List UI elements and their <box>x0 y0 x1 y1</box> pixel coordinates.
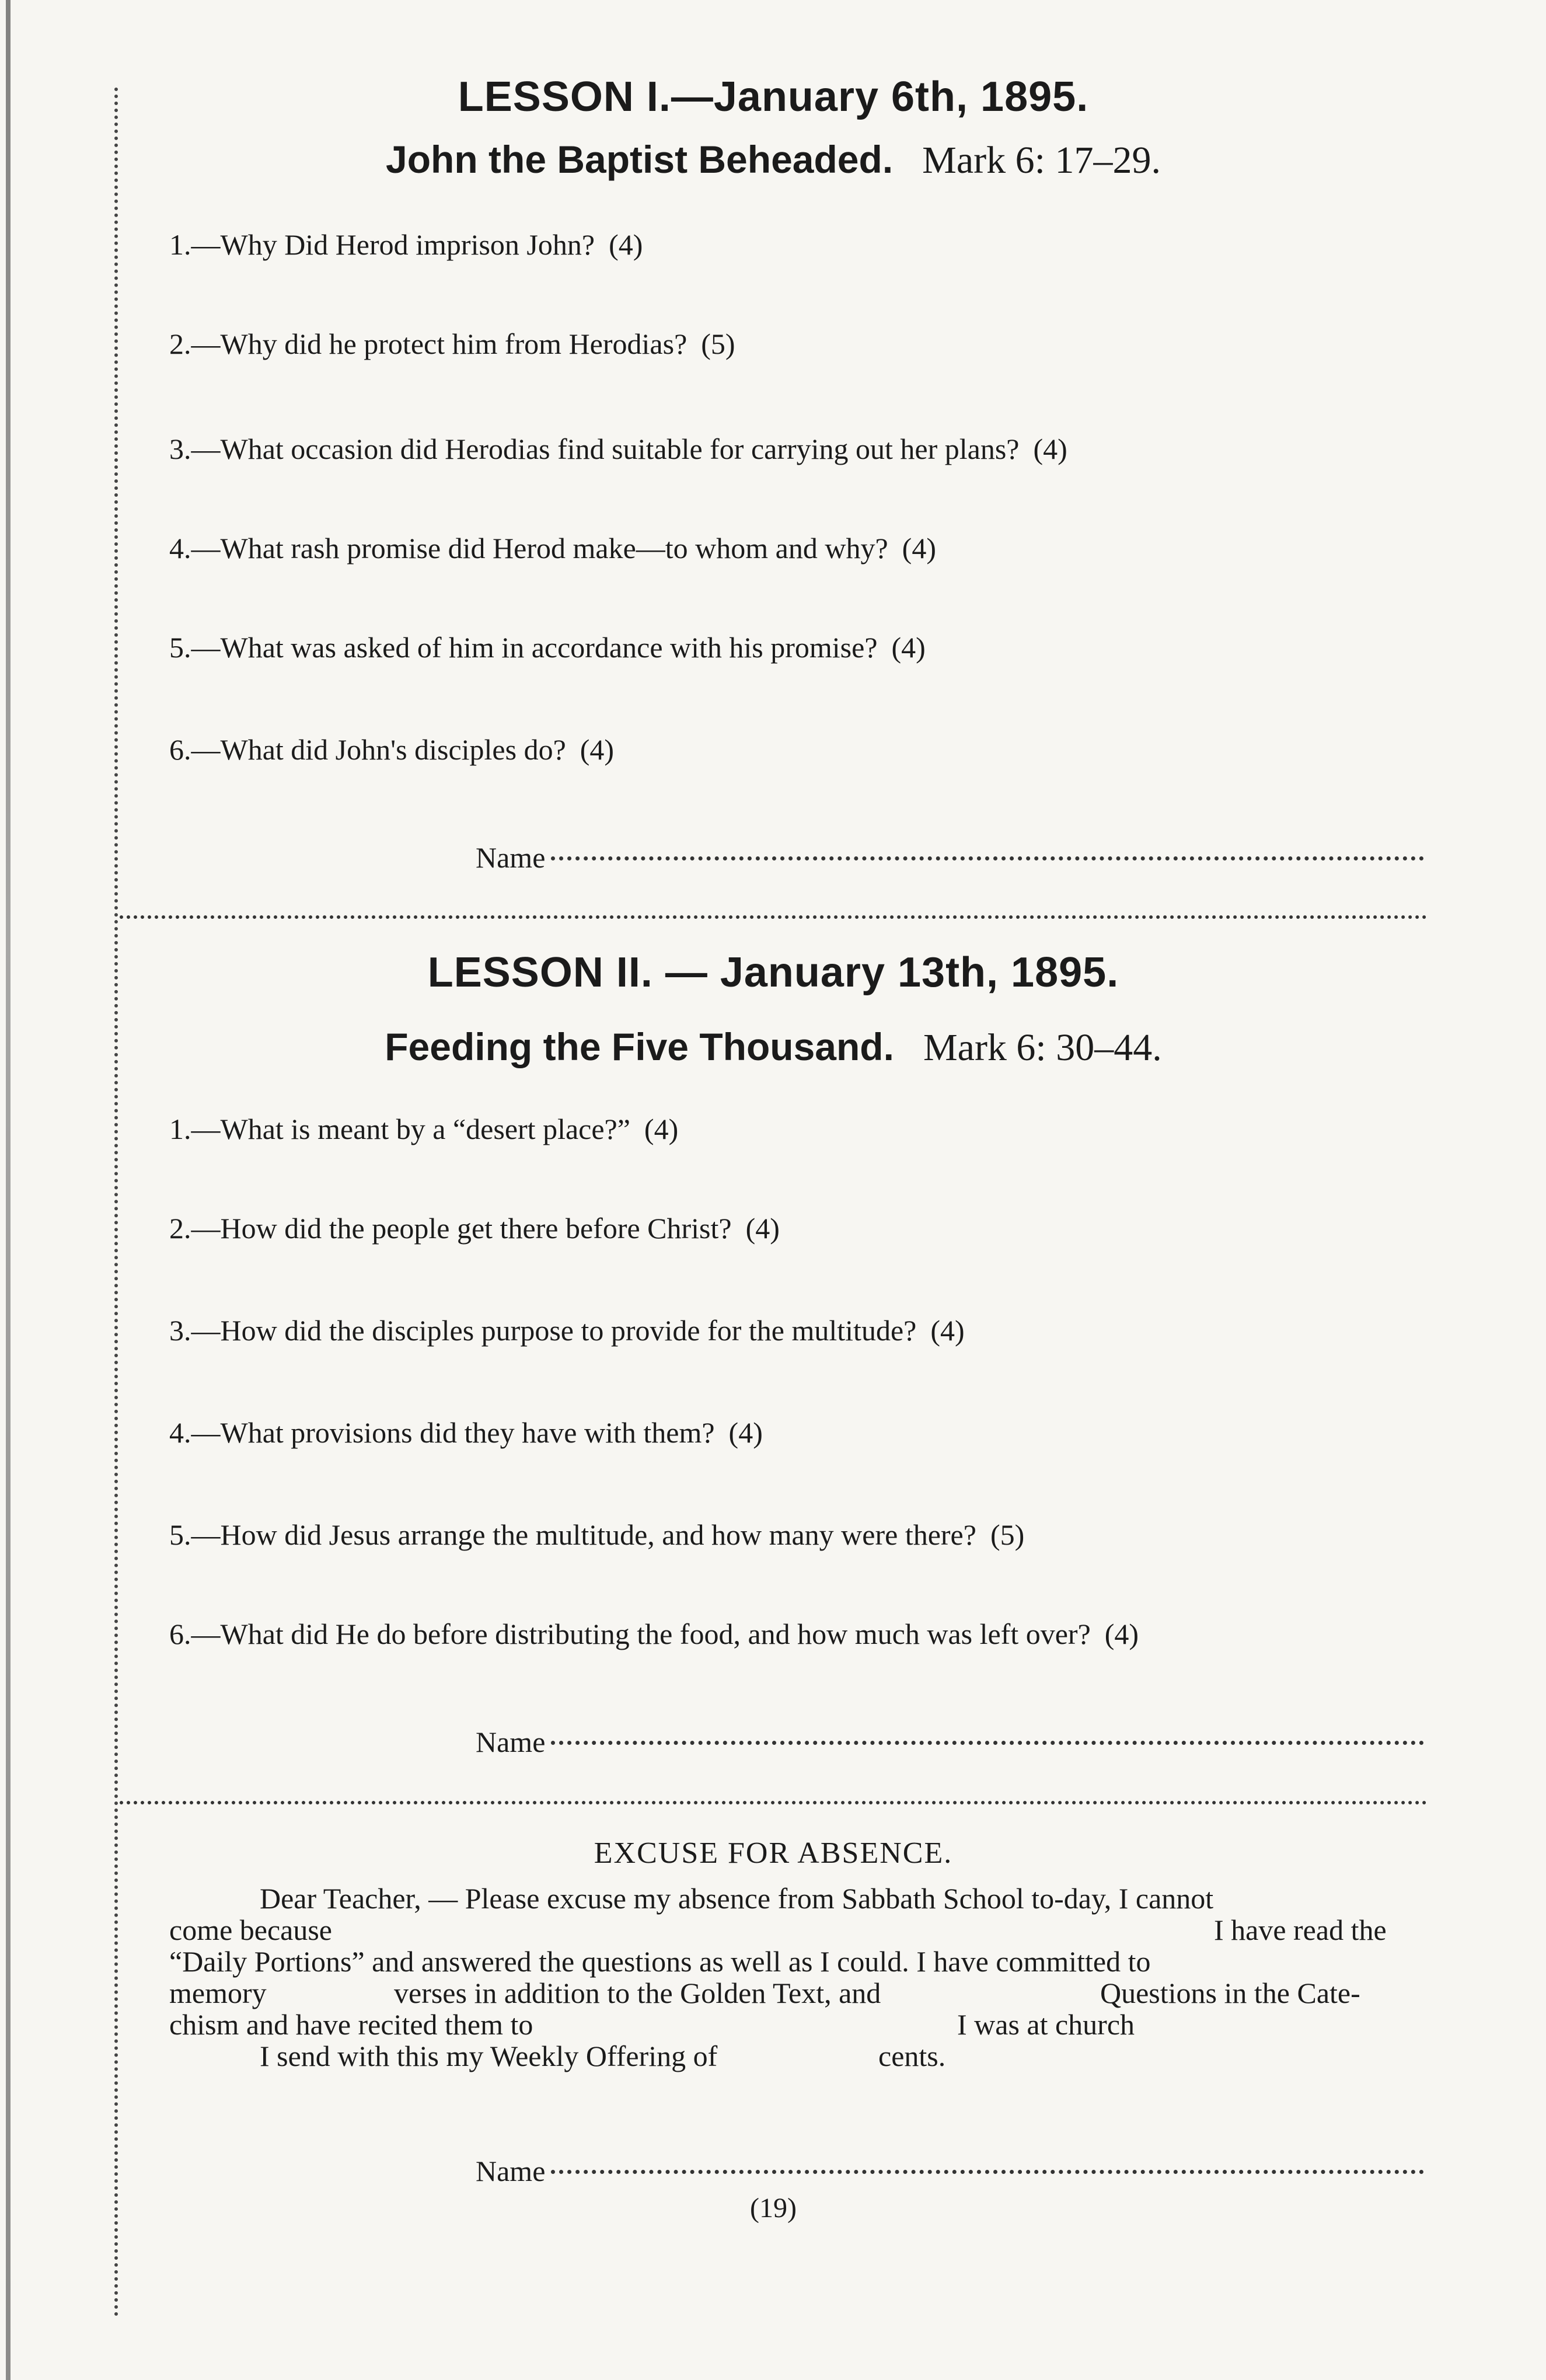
question-points: (5) <box>990 1518 1025 1551</box>
question-number: 5.— <box>169 631 221 664</box>
lesson2-name-line[interactable] <box>476 1725 1424 1759</box>
question-points: (4) <box>1104 1618 1139 1650</box>
name-label: Name <box>476 1726 546 1758</box>
excuse-text: I send with this my Weekly Offering of <box>260 2040 718 2072</box>
question-text: How did the disciples purpose to provide for the multitude? <box>220 1314 917 1347</box>
excuse-line <box>169 2009 1424 2040</box>
excuse-text: Questions in the Cate- <box>1100 1977 1360 2009</box>
question-text: What provisions did they have with them? <box>220 1416 715 1449</box>
lesson1-question-1 <box>169 228 643 262</box>
page-number: (19) <box>750 2193 797 2224</box>
question-points: (4) <box>902 532 936 564</box>
question-text: How did the people get there before Christ? <box>220 1212 732 1245</box>
question-number: 2.— <box>169 327 221 360</box>
lesson2-subheading <box>120 1025 1427 1070</box>
lesson1-name-line[interactable] <box>476 841 1424 874</box>
perforation-line <box>114 88 120 2318</box>
lesson2-reference: Mark 6: 30–44. <box>923 1026 1162 1069</box>
excuse-text: come because <box>169 1914 333 1946</box>
question-points: (4) <box>745 1212 780 1245</box>
question-number: 1.— <box>169 228 221 261</box>
lesson1-subheading <box>120 137 1427 183</box>
section-divider <box>120 915 1427 919</box>
question-text: Why did he protect him from Herodias? <box>220 327 688 360</box>
excuse-title: EXCUSE FOR ABSENCE. <box>594 1837 953 1870</box>
question-points: (4) <box>728 1416 763 1449</box>
excuse-text: cents. <box>878 2040 946 2072</box>
lesson2-question-2 <box>169 1211 780 1245</box>
lesson1-title: John the Baptist Beheaded. <box>386 138 894 181</box>
excuse-name-line[interactable] <box>476 2154 1424 2188</box>
excuse-line <box>169 1914 1424 1946</box>
lesson1-question-2 <box>169 327 735 361</box>
question-points: (4) <box>644 1113 679 1145</box>
excuse-line <box>169 1946 1424 1977</box>
question-text: What rash promise did Herod make—to whom and why? <box>220 532 888 564</box>
name-label: Name <box>476 841 546 874</box>
lesson1-question-4 <box>169 531 936 565</box>
name-dotted-field[interactable] <box>551 2170 1424 2174</box>
lesson1-question-6 <box>169 733 614 766</box>
question-number: 6.— <box>169 1618 221 1650</box>
question-number: 4.— <box>169 1416 221 1449</box>
excuse-text: “Daily Portions” and answered the questions as well as I could. I have committed to <box>169 1945 1151 1978</box>
lesson2-question-5 <box>169 1518 1024 1552</box>
question-text: How did Jesus arrange the multitude, and how many were there? <box>220 1518 976 1551</box>
excuse-paragraph <box>169 1883 1424 2072</box>
question-text: What did He do before distributing the food, and how much was left over? <box>220 1618 1091 1650</box>
question-points: (4) <box>930 1314 965 1347</box>
question-text: Why Did Herod imprison John? <box>220 228 595 261</box>
question-points: (4) <box>891 631 926 664</box>
question-number: 4.— <box>169 532 221 564</box>
excuse-line <box>169 1883 1424 1914</box>
name-dotted-field[interactable] <box>551 1741 1424 1745</box>
question-points: (4) <box>580 733 615 766</box>
lesson1-question-3 <box>169 432 1067 466</box>
question-number: 1.— <box>169 1113 221 1145</box>
question-points: (4) <box>1033 433 1067 465</box>
excuse-text: memory <box>169 1977 267 2009</box>
name-dotted-field[interactable] <box>551 856 1424 860</box>
question-number: 3.— <box>169 433 221 465</box>
question-number: 6.— <box>169 733 221 766</box>
excuse-line <box>169 1977 1424 2009</box>
excuse-line <box>169 2040 1424 2072</box>
question-text: What is meant by a “desert place?” <box>220 1113 630 1145</box>
lesson1-question-5 <box>169 630 926 664</box>
lesson2-question-3 <box>169 1313 965 1347</box>
lesson2-question-1 <box>169 1112 678 1146</box>
question-number: 2.— <box>169 1212 221 1245</box>
question-number: 5.— <box>169 1518 221 1551</box>
question-points: (5) <box>701 327 735 360</box>
lesson1-heading: LESSON I.—January 6th, 1895. <box>458 74 1089 120</box>
lesson2-question-6 <box>169 1617 1139 1651</box>
excuse-text: I was at church <box>957 2008 1135 2041</box>
excuse-text: I have read the <box>1214 1914 1387 1946</box>
question-points: (4) <box>609 228 643 261</box>
excuse-text: Dear Teacher, — Please excuse my absence from Sabbath School to-day, I cannot <box>260 1882 1214 1915</box>
question-text: What was asked of him in accordance with his promise? <box>220 631 878 664</box>
excuse-text: chism and have recited them to <box>169 2008 533 2041</box>
question-text: What occasion did Herodias find suitable for carrying out her plans? <box>220 433 1020 465</box>
name-label: Name <box>476 2155 546 2187</box>
page-edge-shadow <box>6 0 11 2380</box>
excuse-text: verses in addition to the Golden Text, and <box>394 1977 881 2009</box>
section-divider <box>120 1801 1427 1804</box>
lesson2-question-4 <box>169 1416 763 1449</box>
lesson1-reference: Mark 6: 17–29. <box>922 139 1161 182</box>
lesson2-heading: LESSON II. — January 13th, 1895. <box>427 949 1119 996</box>
lesson2-title: Feeding the Five Thousand. <box>385 1025 894 1068</box>
question-text: What did John's disciples do? <box>220 733 566 766</box>
question-number: 3.— <box>169 1314 221 1347</box>
